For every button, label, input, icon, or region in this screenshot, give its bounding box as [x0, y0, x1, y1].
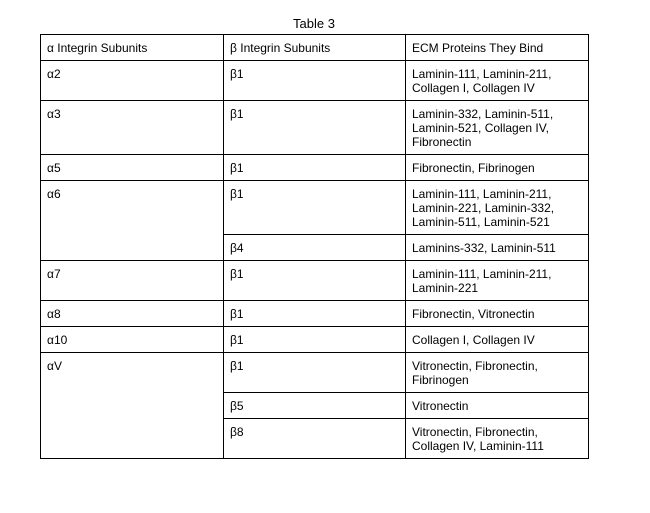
beta-cell: β1 — [224, 155, 406, 181]
header-beta-subunits: β Integrin Subunits — [224, 35, 406, 61]
table-row — [41, 301, 589, 327]
beta-cell: β8 — [224, 419, 406, 459]
header-ecm-proteins: ECM Proteins They Bind — [406, 35, 589, 61]
ecm-cell: Laminin-111, Laminin-211, Laminin-221 — [406, 261, 589, 301]
beta-cell: β1 — [224, 61, 406, 101]
alpha-cell: α5 — [41, 155, 224, 181]
table-row — [41, 155, 589, 181]
ecm-cell: Vitronectin, Fibronectin, Fibrinogen — [406, 353, 589, 393]
ecm-cell: Vitronectin — [406, 393, 589, 419]
beta-cell: β1 — [224, 261, 406, 301]
alpha-cell: α3 — [41, 101, 224, 155]
alpha-cell: α10 — [41, 327, 224, 353]
beta-cell: β4 — [224, 235, 406, 261]
table-row — [41, 353, 589, 393]
integrin-ecm-table — [40, 34, 589, 459]
beta-cell: β1 — [224, 101, 406, 155]
table-caption: Table 3 — [293, 16, 335, 31]
beta-cell: β1 — [224, 353, 406, 393]
alpha-cell: α6 — [41, 181, 224, 261]
beta-cell: β5 — [224, 393, 406, 419]
beta-cell: β1 — [224, 327, 406, 353]
ecm-cell: Laminin-111, Laminin-211, Laminin-221, Laminin-332, Laminin-511, Laminin-521 — [406, 181, 589, 235]
ecm-cell: Fibronectin, Fibrinogen — [406, 155, 589, 181]
ecm-cell: Laminin-332, Laminin-511, Laminin-521, Collagen IV, Fibronectin — [406, 101, 589, 155]
table-row — [41, 261, 589, 301]
ecm-cell: Laminin-111, Laminin-211, Collagen I, Collagen IV — [406, 61, 589, 101]
table-row — [41, 61, 589, 101]
alpha-cell: α8 — [41, 301, 224, 327]
alpha-cell: α2 — [41, 61, 224, 101]
ecm-cell: Vitronectin, Fibronectin, Collagen IV, Laminin-111 — [406, 419, 589, 459]
beta-cell: β1 — [224, 301, 406, 327]
table-header-row — [41, 35, 589, 61]
ecm-cell: Laminins-332, Laminin-511 — [406, 235, 589, 261]
ecm-cell: Fibronectin, Vitronectin — [406, 301, 589, 327]
alpha-cell: α7 — [41, 261, 224, 301]
header-alpha-subunits: α Integrin Subunits — [41, 35, 224, 61]
table-row — [41, 327, 589, 353]
table-row — [41, 101, 589, 155]
beta-cell: β1 — [224, 181, 406, 235]
ecm-cell: Collagen I, Collagen IV — [406, 327, 589, 353]
alpha-cell: αV — [41, 353, 224, 459]
table-row — [41, 181, 589, 235]
